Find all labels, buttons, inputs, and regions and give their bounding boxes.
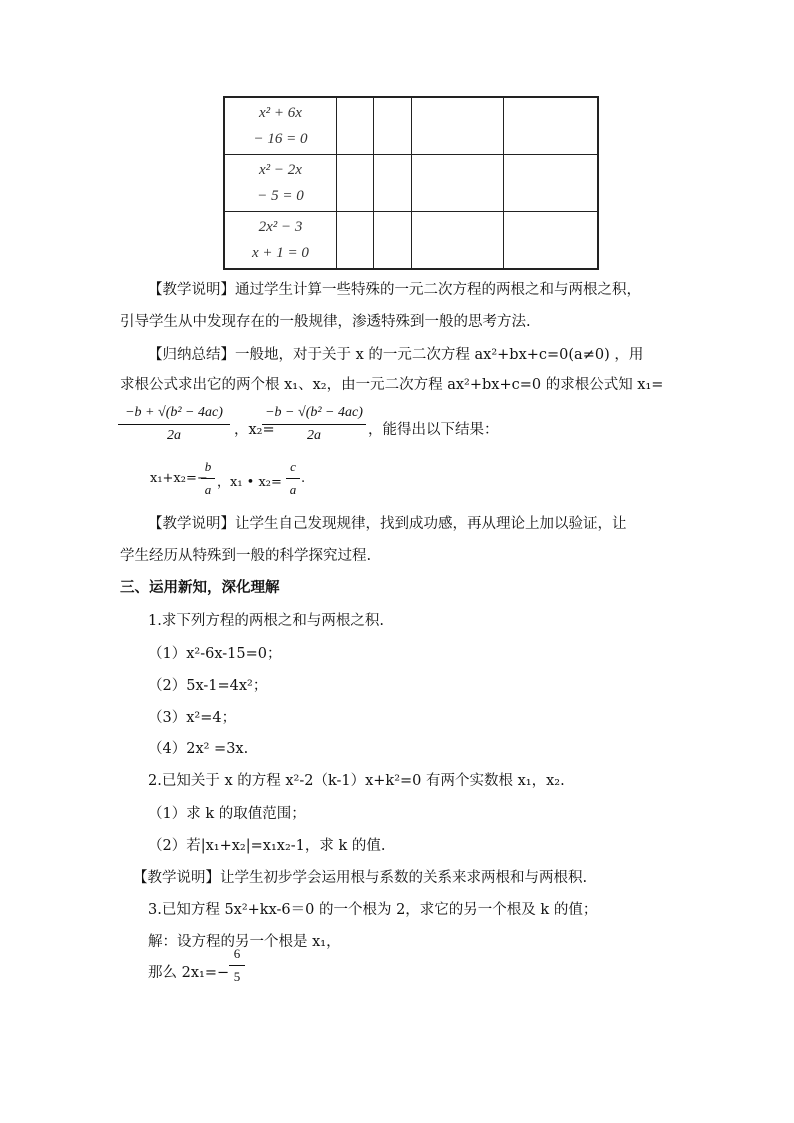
vieta-prod-left: ，x₁ • x₂= — [217, 475, 282, 490]
question-1-item: （4）2x² =3x. — [148, 741, 249, 757]
table-cell — [412, 97, 504, 155]
question-1-item: （3）x²=4； — [148, 710, 237, 726]
table-cell — [336, 212, 373, 270]
table-row — [224, 155, 598, 212]
equation-table — [223, 96, 599, 270]
question-3: 3.已知方程 5x²+kx-6＝0 的一个根为 2，求它的另一个根及 k 的值； — [148, 902, 598, 918]
formula-tail: ，能得出以下结果： — [368, 422, 499, 438]
section-title: 三、运用新知，深化理解 — [120, 579, 280, 596]
question-2-item: （2）若|x₁+x₂|=x₁x₂-1，求 k 的值. — [148, 838, 386, 854]
table-cell — [373, 212, 412, 270]
teaching-note-3: 【教学说明】让学生初步学会运用根与系数的关系来求两根和与两根积. — [133, 870, 588, 886]
root-formula-x2: −b − √(b² − 4ac) 2a — [262, 404, 366, 445]
table-cell-equation: 2x² − 3 x + 1 = 0 — [224, 212, 336, 270]
question-2-item: （1）求 k 的取值范围； — [148, 806, 306, 822]
vieta-prod-fraction: c a — [286, 458, 300, 499]
summary-paragraph-cont: 求根公式求出它的两个根 x₁、x₂，由一元二次方程 ax²+bx+c=0 的求根公式知 x₁= — [120, 377, 664, 393]
question-1-item: （2）5x-1=4x²； — [148, 678, 268, 694]
table-row — [224, 212, 598, 270]
table-cell-equation: x² + 6x − 16 = 0 — [224, 97, 336, 155]
teaching-note-1: 【教学说明】通过学生计算一些特殊的一元二次方程的两根之和与两根之积， — [148, 282, 641, 298]
question-3-fraction: 6 5 — [229, 945, 245, 986]
question-3-solution: 解：设方程的另一个根是 x₁， — [148, 934, 341, 950]
table-cell — [373, 155, 412, 212]
vieta-end: . — [301, 471, 306, 486]
table-cell-equation: x² − 2x − 5 = 0 — [224, 155, 336, 212]
question-2: 2.已知关于 x 的方程 x²-2（k-1）x+k²=0 有两个实数根 x₁，x₂. — [148, 773, 565, 789]
table-cell — [504, 97, 598, 155]
table-cell — [336, 155, 373, 212]
vieta-sum-left: x₁+x₂=− — [150, 471, 208, 486]
root-formula-x1: −b + √(b² − 4ac) 2a — [118, 404, 230, 445]
question-1-item: （1）x²-6x-15=0； — [148, 646, 282, 662]
teaching-note-2-cont: 学生经历从特殊到一般的科学探究过程. — [120, 548, 372, 564]
table-row — [224, 97, 598, 155]
teaching-note-2: 【教学说明】让学生自己发现规律，找到成功感，再从理论上加以验证，让 — [148, 516, 627, 532]
table-cell — [504, 155, 598, 212]
teaching-note-1-cont: 引导学生从中发现存在的一般规律，渗透特殊到一般的思考方法. — [120, 314, 531, 330]
question-1: 1.求下列方程的两根之和与两根之积. — [148, 613, 384, 629]
table-cell — [373, 97, 412, 155]
table-cell — [412, 155, 504, 212]
table-cell — [504, 212, 598, 270]
formula-sep: ，x₂= — [234, 422, 275, 438]
vieta-sum-fraction: b a — [201, 458, 215, 499]
table-cell — [412, 212, 504, 270]
question-3-then: 那么 2x₁=− — [148, 965, 230, 981]
table-cell — [336, 97, 373, 155]
summary-paragraph: 【归纳总结】一般地，对于关于 x 的一元二次方程 ax²+bx+c=0(a≠0) ，用 — [148, 347, 644, 363]
